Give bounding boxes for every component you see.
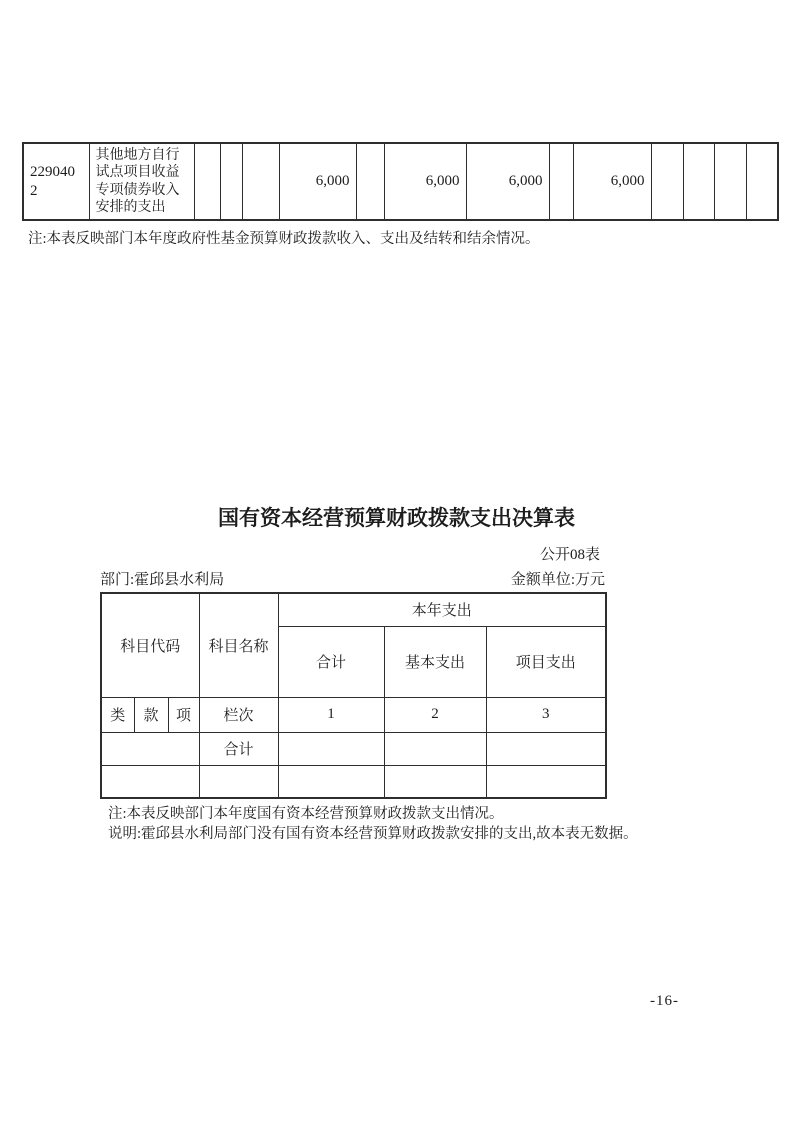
empty-cell <box>384 765 486 798</box>
column-index-3: 3 <box>486 697 606 732</box>
section-header: 款 <box>134 697 168 732</box>
amount-cell: 6,000 <box>466 143 549 220</box>
department-label: 部门:霍邱县水利局 <box>100 572 225 588</box>
empty-cell <box>199 765 278 798</box>
header-row-1 <box>101 593 606 626</box>
state-capital-table-notes <box>108 805 748 844</box>
project-expenditure-header: 项目支出 <box>486 626 606 697</box>
amount-cell: 6,000 <box>279 143 356 220</box>
subject-code-header: 科目代码 <box>101 593 199 697</box>
empty-cell <box>549 143 573 220</box>
item-header: 项 <box>168 697 199 732</box>
page-number: -16- <box>650 993 679 1009</box>
explanation-line: 说明:霍邱县水利局部门没有国有资本经营预算财政拨款安排的支出,故本表无数据。 <box>108 825 638 842</box>
empty-cell <box>651 143 683 220</box>
empty-cell <box>278 732 384 765</box>
subject-name-header: 科目名称 <box>199 593 278 697</box>
note-line: 注:本表反映部门本年度国有资本经营预算财政拨款支出情况。 <box>108 806 504 822</box>
empty-cell <box>746 143 778 220</box>
column-index-row <box>101 697 606 732</box>
unit-label: 金额单位:万元 <box>510 572 605 588</box>
state-capital-expenditure-table <box>100 592 607 799</box>
subject-name-cell: 其他地方自行试点项目收益专项债券收入安排的支出 <box>89 143 194 220</box>
total-row-label: 合计 <box>199 732 278 765</box>
current-year-expenditure-header: 本年支出 <box>278 593 606 626</box>
empty-cell <box>384 732 486 765</box>
section-title: 国有资本经营预算财政拨款支出决算表 <box>218 507 575 530</box>
empty-cell <box>278 765 384 798</box>
column-row-label: 栏次 <box>199 697 278 732</box>
empty-row <box>101 765 606 798</box>
empty-cell <box>714 143 746 220</box>
subject-code-cell: 2290402 <box>23 143 89 220</box>
government-fund-table-fragment <box>22 142 779 221</box>
fund-table-note: 注:本表反映部门本年度政府性基金预算财政拨款收入、支出及结转和结余情况。 <box>28 231 540 247</box>
table-meta-row <box>100 568 605 589</box>
empty-cell <box>486 732 606 765</box>
column-index-1: 1 <box>278 697 384 732</box>
table-row <box>23 143 778 220</box>
empty-cell <box>683 143 714 220</box>
amount-cell: 6,000 <box>384 143 466 220</box>
empty-cell <box>194 143 220 220</box>
amount-cell: 6,000 <box>573 143 651 220</box>
empty-cell <box>101 765 199 798</box>
public-table-number-label: 公开08表 <box>539 547 600 563</box>
total-header: 合计 <box>278 626 384 697</box>
column-index-2: 2 <box>384 697 486 732</box>
class-header: 类 <box>101 697 134 732</box>
empty-cell <box>486 765 606 798</box>
empty-cell <box>242 143 279 220</box>
empty-cell <box>220 143 242 220</box>
empty-cell <box>356 143 384 220</box>
basic-expenditure-header: 基本支出 <box>384 626 486 697</box>
empty-cell <box>101 732 199 765</box>
total-row <box>101 732 606 765</box>
